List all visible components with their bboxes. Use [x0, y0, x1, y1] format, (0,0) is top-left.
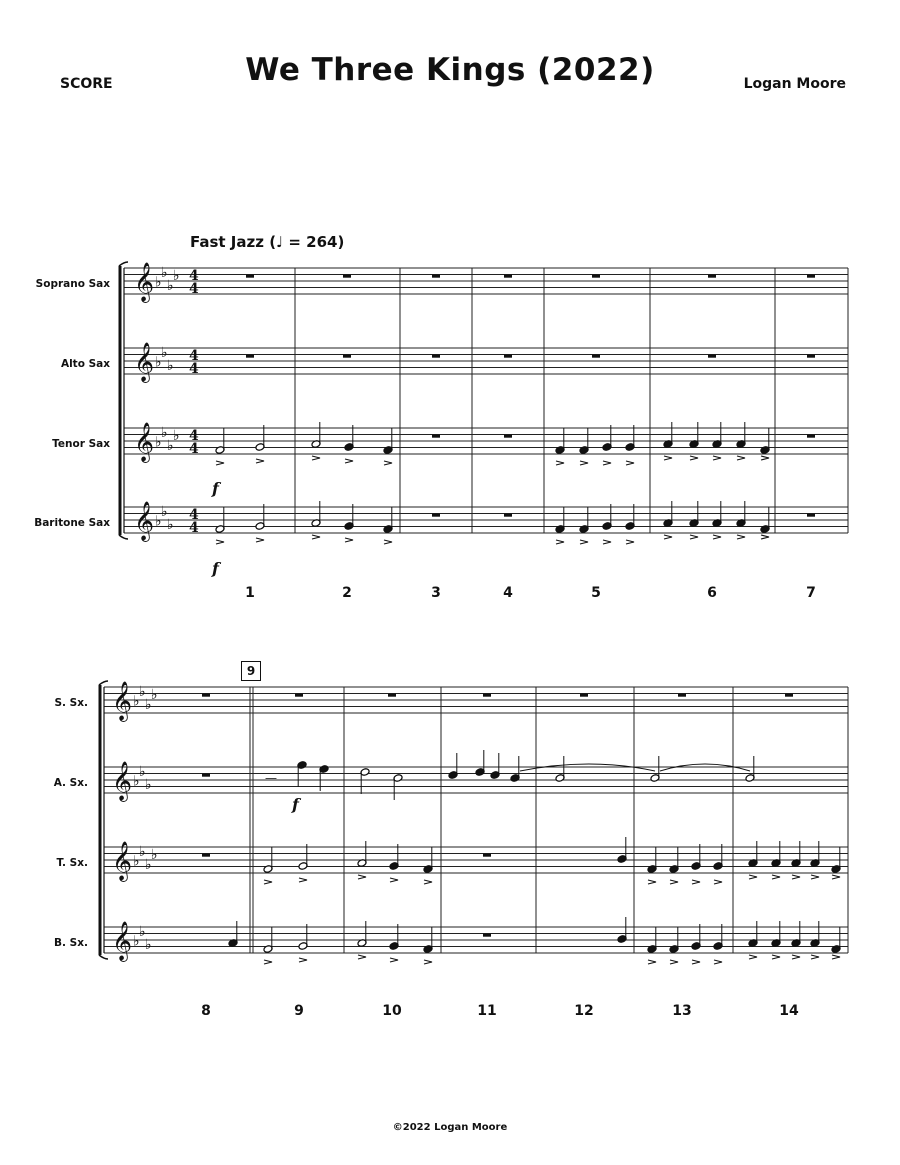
- instrument-label-alto-short: A. Sx.: [53, 777, 88, 789]
- accent-mark: [664, 456, 672, 460]
- treble-clef: 𝄞: [134, 422, 155, 462]
- accent-mark: [670, 880, 678, 884]
- whole-rest: [295, 694, 303, 697]
- time-signature-numerator: 4: [189, 507, 199, 523]
- time-signature-numerator: 4: [189, 268, 199, 284]
- accent-mark: [690, 456, 698, 460]
- key-flat: ♭: [133, 853, 140, 870]
- whole-rest: [504, 514, 512, 517]
- whole-rest: [807, 514, 815, 517]
- measure-number: 13: [672, 1003, 692, 1019]
- accent-mark: [648, 880, 656, 884]
- key-flat: ♭: [133, 693, 140, 710]
- time-signature-denominator: 4: [189, 441, 199, 457]
- key-flat: ♭: [155, 354, 162, 371]
- key-flat: ♭: [167, 437, 174, 454]
- time-signature-denominator: 4: [189, 520, 199, 536]
- accent-mark: [792, 955, 800, 959]
- instrument-label-tenor: Tenor Sax: [52, 438, 110, 450]
- whole-rest: [708, 275, 716, 278]
- dynamic-forte: f: [212, 479, 219, 498]
- accent-mark: [556, 540, 564, 544]
- key-flat: ♭: [151, 687, 158, 704]
- whole-rest: [807, 355, 815, 358]
- accent-mark: [580, 461, 588, 465]
- measure-number: 1: [245, 585, 255, 601]
- measure-number: 12: [574, 1003, 594, 1019]
- accent-mark: [256, 538, 264, 542]
- whole-rest: [483, 694, 491, 697]
- accent-mark: [390, 878, 398, 882]
- key-flat: ♭: [145, 856, 152, 873]
- accent-mark: [692, 880, 700, 884]
- time-signature-numerator: 4: [189, 348, 199, 364]
- accent-mark: [390, 958, 398, 962]
- accent-mark: [832, 955, 840, 959]
- accent-mark: [358, 955, 366, 959]
- accent-mark: [670, 960, 678, 964]
- key-flat: ♭: [167, 357, 174, 374]
- accent-mark: [312, 535, 320, 539]
- accent-mark: [424, 880, 432, 884]
- treble-clef: 𝄞: [112, 921, 133, 961]
- instrument-label-soprano: Soprano Sax: [35, 278, 110, 290]
- accent-mark: [299, 958, 307, 962]
- whole-rest: [504, 275, 512, 278]
- whole-rest: [343, 355, 351, 358]
- tempo-marking: Fast Jazz (♩ = 264): [190, 233, 345, 251]
- accent-mark: [714, 880, 722, 884]
- measure-number: 5: [591, 585, 601, 601]
- measure-number: 14: [779, 1003, 799, 1019]
- accent-mark: [626, 461, 634, 465]
- measure-number: 9: [294, 1003, 304, 1019]
- bracket-hook: [99, 681, 108, 685]
- instrument-label-alto: Alto Sax: [60, 358, 110, 370]
- accent-mark: [648, 960, 656, 964]
- measure-number: 11: [477, 1003, 497, 1019]
- whole-rest: [807, 275, 815, 278]
- accent-mark: [603, 461, 611, 465]
- accent-mark: [345, 538, 353, 542]
- accent-mark: [216, 461, 224, 465]
- time-signature-denominator: 4: [189, 361, 199, 377]
- key-flat: ♭: [145, 936, 152, 953]
- measure-number: 2: [342, 585, 352, 601]
- whole-rest: [708, 355, 716, 358]
- time-signature-denominator: 4: [189, 281, 199, 297]
- accent-mark: [692, 960, 700, 964]
- whole-rest: [785, 694, 793, 697]
- accent-mark: [737, 456, 745, 460]
- key-flat: ♭: [161, 264, 168, 281]
- accent-mark: [761, 535, 769, 539]
- key-flat: ♭: [139, 923, 146, 940]
- key-flat: ♭: [167, 277, 174, 294]
- whole-rest: [388, 694, 396, 697]
- treble-clef: 𝄞: [134, 501, 155, 541]
- accent-mark: [424, 960, 432, 964]
- accent-mark: [664, 535, 672, 539]
- accent-mark: [713, 535, 721, 539]
- accent-mark: [690, 535, 698, 539]
- whole-rest: [483, 854, 491, 857]
- whole-rest: [592, 355, 600, 358]
- accent-mark: [832, 875, 840, 879]
- score-label: SCORE: [60, 76, 113, 92]
- whole-rest: [592, 275, 600, 278]
- key-flat: ♭: [139, 843, 146, 860]
- accent-mark: [713, 456, 721, 460]
- copyright-footer: ©2022 Logan Moore: [392, 1122, 508, 1133]
- dynamic-forte: f: [212, 559, 219, 578]
- accent-mark: [749, 955, 757, 959]
- accent-mark: [737, 535, 745, 539]
- accent-mark: [792, 875, 800, 879]
- accent-mark: [603, 540, 611, 544]
- composer-name: Logan Moore: [743, 76, 846, 92]
- accent-mark: [772, 955, 780, 959]
- key-flat: ♭: [161, 424, 168, 441]
- accent-mark: [384, 461, 392, 465]
- accent-mark: [264, 880, 272, 884]
- accent-mark: [749, 875, 757, 879]
- accent-mark: [772, 875, 780, 879]
- whole-rest: [432, 275, 440, 278]
- accent-mark: [384, 540, 392, 544]
- whole-rest: [580, 694, 588, 697]
- measure-number: 4: [503, 585, 513, 601]
- whole-rest: [432, 514, 440, 517]
- instrument-label-baritone: Baritone Sax: [34, 517, 110, 529]
- whole-rest: [246, 355, 254, 358]
- key-flat: ♭: [155, 513, 162, 530]
- rehearsal-mark: 9: [241, 661, 261, 681]
- instrument-label-soprano-short: S. Sx.: [54, 697, 88, 709]
- accent-mark: [556, 461, 564, 465]
- measure-number: 6: [707, 585, 717, 601]
- key-flat: ♭: [155, 274, 162, 291]
- whole-rest: [202, 774, 210, 777]
- treble-clef: 𝄞: [134, 342, 155, 382]
- bracket-hook: [99, 955, 108, 959]
- accent-mark: [345, 459, 353, 463]
- whole-rest: [432, 435, 440, 438]
- key-flat: ♭: [133, 933, 140, 950]
- key-flat: ♭: [161, 503, 168, 520]
- accent-mark: [811, 875, 819, 879]
- measure-number: 3: [431, 585, 441, 601]
- accent-mark: [299, 878, 307, 882]
- treble-clef: 𝄞: [112, 681, 133, 721]
- key-flat: ♭: [161, 344, 168, 361]
- key-flat: ♭: [173, 428, 180, 445]
- key-flat: ♭: [133, 773, 140, 790]
- whole-rest: [432, 355, 440, 358]
- key-flat: ♭: [151, 847, 158, 864]
- treble-clef: 𝄞: [112, 761, 133, 801]
- instrument-label-baritone-short: B. Sx.: [54, 937, 88, 949]
- accent-mark: [580, 540, 588, 544]
- measure-number: 10: [382, 1003, 402, 1019]
- key-flat: ♭: [139, 763, 146, 780]
- accent-mark: [626, 540, 634, 544]
- accent-mark: [358, 875, 366, 879]
- score-title: We Three Kings (2022): [245, 52, 655, 88]
- whole-rest: [343, 275, 351, 278]
- whole-rest: [202, 694, 210, 697]
- key-flat: ♭: [145, 696, 152, 713]
- accent-mark: [761, 456, 769, 460]
- accent-mark: [264, 960, 272, 964]
- key-flat: ♭: [167, 516, 174, 533]
- half-rest: —: [265, 771, 277, 785]
- bracket-hook: [119, 262, 128, 266]
- key-flat: ♭: [155, 434, 162, 451]
- whole-rest: [807, 435, 815, 438]
- measure-number: 8: [201, 1003, 211, 1019]
- measure-number: 7: [806, 585, 816, 601]
- key-flat: ♭: [139, 683, 146, 700]
- treble-clef: 𝄞: [112, 841, 133, 881]
- whole-rest: [483, 934, 491, 937]
- bracket-hook: [119, 535, 128, 539]
- whole-rest: [504, 355, 512, 358]
- accent-mark: [714, 960, 722, 964]
- instrument-label-tenor-short: T. Sx.: [56, 857, 88, 869]
- whole-rest: [202, 854, 210, 857]
- whole-rest: [246, 275, 254, 278]
- whole-rest: [678, 694, 686, 697]
- whole-rest: [504, 435, 512, 438]
- treble-clef: 𝄞: [134, 262, 155, 302]
- accent-mark: [256, 459, 264, 463]
- accent-mark: [811, 955, 819, 959]
- accent-mark: [312, 456, 320, 460]
- dynamic-forte: f: [292, 795, 299, 814]
- key-flat: ♭: [145, 776, 152, 793]
- time-signature-numerator: 4: [189, 428, 199, 444]
- key-flat: ♭: [173, 268, 180, 285]
- accent-mark: [216, 540, 224, 544]
